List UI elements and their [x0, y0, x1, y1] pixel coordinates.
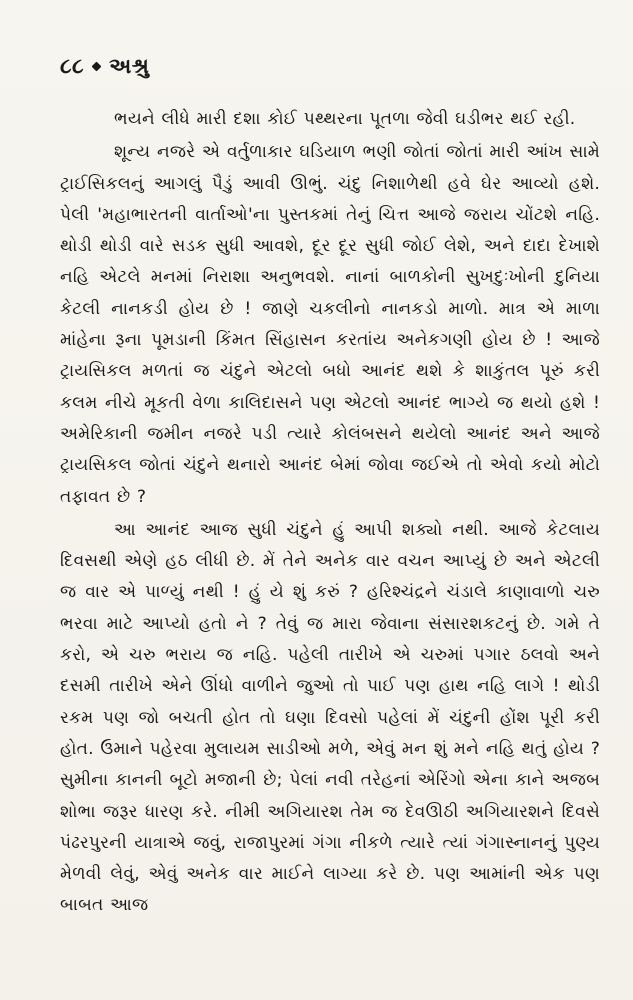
running-title: અશ્રુ: [109, 53, 150, 78]
paragraph-2: શૂન્ય નજરે એ વર્તુળાકાર ઘડિયાળ ભણી જોતાં જોતાં મારી આંખ સામે ટ્રાઈસિકલનું આગલું પૈડું આવી ઊભું. ચંદુ નિશાળેથી હવે ઘેર આવ્યો હશે. પેલી 'મહાભારતની વાર્તાઓ'ના પુસ્તકમાં તેનું ચિત્ત આજે જરાય ચોંટશે નહિ. થોડી થોડી વારે સડક સુધી આવશે, દૂર દૂર સુધી જોઈ લેશે, અને દાદા દેખાશે નહિ એટલે મનમાં નિરાશા અનુભવશે. નાનાં બાળકોની સુખદુઃખોની દુનિયા કેટલી નાનકડી હોય છે ! જાણે ચકલીનો નાનકડો માળો. માત્ર એ માળા માંહેના રૂના પૂમડાની કિંમત સિંહાસન કરતાંય અનેકગણી હોય છે ! આજે ટ્રાયસિકલ મળતાં જ ચંદુને એટલો બધો આનંદ થશે કે શાકુંતલ પૂરું કરી કલમ નીચે મૂકતી વેળા કાલિદાસને પણ એટલો આનંદ ભાગ્યે જ થયો હશે ! અમેરિકાની જમીન નજરે પડી ત્યારે કોલંબસને થયેલો આનંદ અને આજે ટ્રાયસિકલ જોતાં ચંદુને થનારો આનંદ બેમાં જોવા જઈએ તો એવો કયો મોટો તફાવત છે ?: [60, 142, 600, 507]
paragraph-3: આ આનંદ આજ સુધી ચંદુને હું આપી શક્યો નથી. આજે કેટલાય દિવસથી એણે હઠ લીધી છે. મેં તેને અનેક વાર વચન આપ્યું છે અને એટલી જ વાર એ પાળ્યું નથી ! હું યે શું કરું ? હરિશ્ચંદ્રને ચંડાલે કાણાવાળો ચરુ ભરવા માટે આપ્યો હતો ને ? તેવું જ મારા જેવાના સંસારશકટનું છે. ગમે તે કરો, એ ચરુ ભરાય જ નહિ. પહેલી તારીખે એ ચરુમાં પગાર ઠલવો અને દસમી તારીખે એને ઊંધો વાળીને જુઓ તો પાઈ પણ હાથ નહિ લાગે ! થોડી રકમ પણ જો બચતી હોત તો ઘણા દિવસો પહેલાં મેં ચંદુની હોંશ પૂરી કરી હોત. ઉમાને પહેરવા મુલાયમ સાડીઓ મળે, એવું મન શું મને નહિ થતું હોય ? સુમીના કાનની બૂટો મજાની છે; પેલાં નવી તરેહનાં એરિંગો એના કાને અજબ શોભા જરૂર ધારણ કરે. નીમી અગિયારશ તેમ જ દેવઊઠી અગિયારશને દિવસે પંઢરપુરની યાત્રાએ જવું, રાજાપુરમાં ગંગા નીકળે ત્યારે ત્યાં ગંગાસ્નાનનું પુણ્ય મેળવી લેવું, એવું અનેક વાર માઈને લાગ્યા કરે છે. પણ આમાંની એક પણ બાબત આજ: [60, 519, 600, 916]
paragraph-1: ભયને લીધે મારી દશા કોઈ પથ્થરના પૂતળા જેવી ઘડીભર થઈ રહી.: [114, 109, 576, 129]
page-number: ૮૮: [60, 53, 85, 78]
body-text: [60, 104, 600, 922]
page-header: [60, 52, 601, 80]
bullet-separator-icon: [92, 61, 102, 71]
